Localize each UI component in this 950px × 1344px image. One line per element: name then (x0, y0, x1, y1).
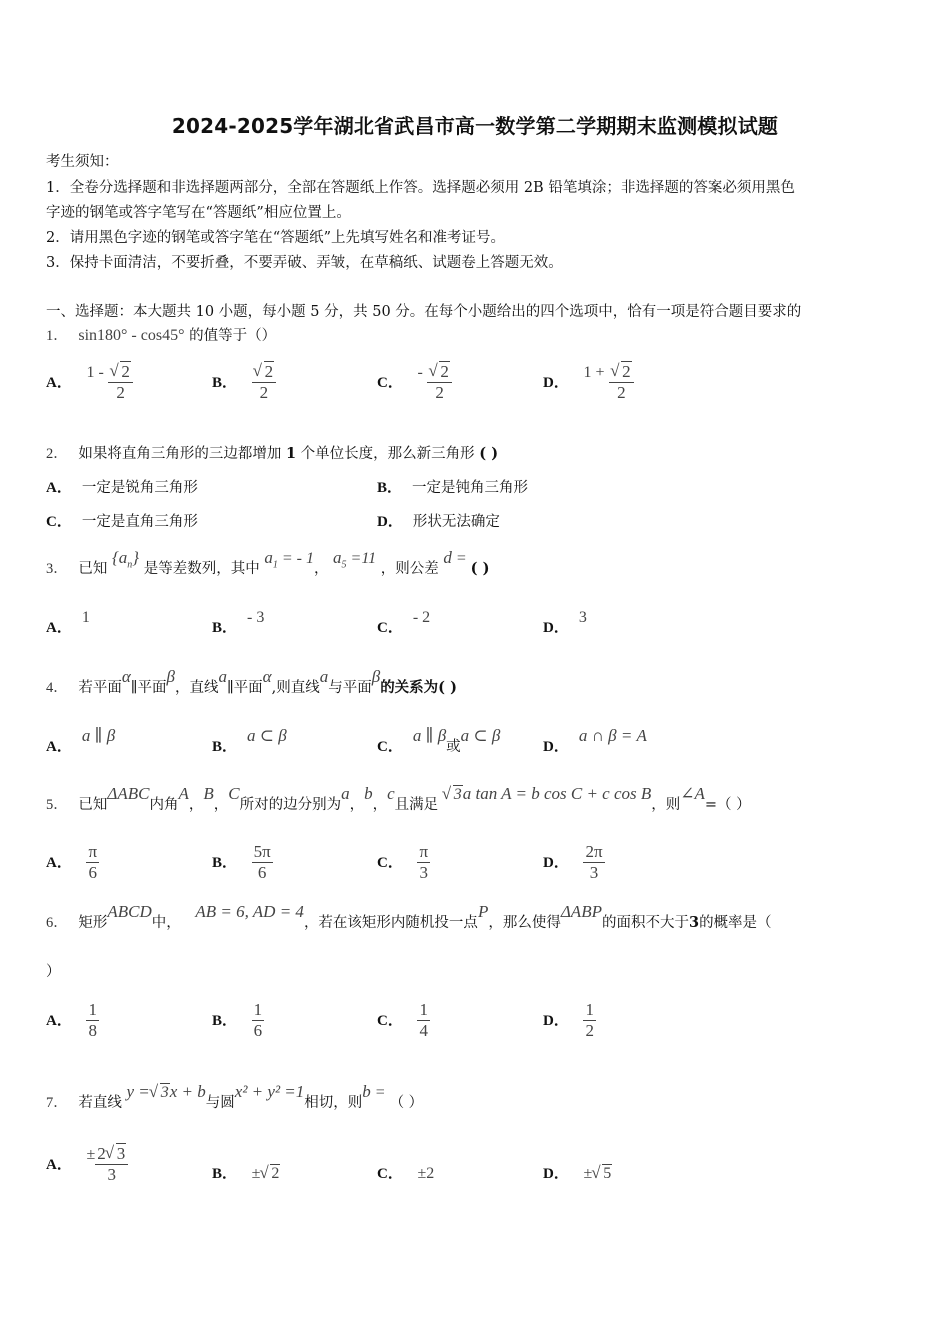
option-value: ±2 (417, 1165, 435, 1182)
question-2 (46, 444, 916, 464)
option-value: a ⊂ β (247, 726, 287, 745)
option-label: B． (212, 620, 238, 636)
option-label: A． (46, 374, 72, 391)
option-label: D． (543, 374, 569, 391)
line-equation: y =√ 3x + b (126, 1082, 205, 1101)
option-text: 一定是钝角三角形 (412, 480, 529, 496)
option-value: - 3 (247, 609, 265, 626)
plane-alpha: α (262, 667, 272, 686)
point-p: P (477, 902, 489, 921)
unknown-b: b = (362, 1082, 390, 1101)
option-d (543, 362, 634, 403)
option-c (377, 609, 431, 638)
option-text: 形状无法确定 (412, 514, 500, 530)
side-b: b (364, 784, 373, 803)
option-label: B． (212, 739, 238, 755)
plus-minus: ± (86, 1145, 96, 1163)
closing-paren: ） (46, 964, 61, 980)
question-text: 矩形 (78, 915, 108, 931)
question-text: 的值等于（） (189, 328, 277, 344)
option-label: D． (543, 620, 569, 636)
plane-beta: β (166, 667, 175, 686)
section-heading: 一、选择题：本大题共 10 小题，每小题 5 分，共 50 分。在每个小题给出的四个选项中，恰有一项是符合题目要求的 (46, 304, 802, 320)
option-or: 或 (446, 739, 461, 755)
question-text: ∥平面 (226, 680, 263, 696)
option-prefix: 1 - (86, 363, 104, 381)
option-b (212, 726, 287, 757)
notice-item-1-cont: 字迹的钢笔或答字笔写在“答题纸”相应位置上。 (46, 205, 351, 221)
option-label: C． (377, 620, 403, 636)
question-number: 6． (46, 915, 68, 931)
triangle-symbol: ΔABP (560, 902, 602, 921)
option-label: B． (212, 854, 238, 871)
question-text: 中， (151, 915, 181, 931)
option-b (212, 1000, 264, 1041)
question-4 (46, 667, 916, 698)
question-text: 已知 (78, 561, 108, 577)
question-text: ，若在该矩形内随机投一点 (303, 915, 478, 931)
option-label: D． (543, 1166, 569, 1182)
question-text: 的关系为( ) (380, 679, 457, 696)
option-label: A． (46, 1156, 72, 1173)
comma: ， (188, 797, 204, 813)
question-text: =（ ） (704, 797, 751, 813)
question-6-close (46, 962, 916, 982)
option-value: 1 (81, 609, 90, 626)
question-number: 3． (46, 561, 68, 577)
rectangle-symbol: ABCD (107, 902, 152, 921)
question-text: 所对的边分别为 (239, 797, 342, 813)
option-a (46, 609, 90, 638)
question-text: 的面积不大于 (601, 915, 689, 931)
option-b (212, 842, 273, 883)
math-expression: sin180° - cos45° (78, 327, 185, 344)
option-c (377, 1000, 430, 1041)
notice-item-2: 2．请用黑色字迹的钢笔或答字笔在“答题纸”上先填写姓名和准考证号。 (46, 230, 506, 246)
plane-alpha: α (121, 667, 131, 686)
option-d (543, 726, 647, 757)
option-label: C． (46, 514, 72, 530)
denominator: 2 (259, 383, 269, 402)
term-a5: $a_5 =11$ (333, 548, 377, 571)
option-label: D． (543, 739, 569, 755)
triangle-symbol: ΔABC (107, 784, 150, 803)
option-text: 一定是锐角三角形 (81, 480, 198, 496)
question-text: 相切，则 (304, 1095, 363, 1111)
plus-minus: ± (583, 1165, 593, 1182)
question-text: 与圆 (205, 1095, 235, 1111)
plane-beta: β (371, 667, 381, 686)
fraction: $\frac{\pi}{3}$ (419, 842, 429, 882)
line-a: a (218, 667, 227, 686)
side-a: a (341, 784, 350, 803)
sequence-symbol: $\{a_n\}$ (111, 548, 140, 571)
option-b (212, 609, 265, 638)
option-d (543, 842, 605, 883)
option-c (377, 726, 501, 757)
option-label: B． (212, 374, 238, 391)
option-a (46, 478, 198, 498)
radicand: 2 (271, 1165, 280, 1182)
question-text: 个单位长度，那么新三角形 (300, 446, 475, 462)
angle-c: C (228, 784, 240, 803)
common-difference: d = (443, 548, 471, 567)
radicand: 2 (121, 362, 130, 381)
question-number: 5． (46, 797, 68, 813)
option-d (543, 1164, 612, 1184)
option-prefix: - (417, 363, 423, 381)
fraction: $\frac{1}{2}$ (585, 1000, 594, 1040)
question-text: ∥平面 (130, 680, 167, 696)
question-text: ，那么使得 (488, 915, 561, 931)
comma: ， (372, 797, 388, 813)
option-b (212, 1164, 280, 1184)
fraction: $\frac{1}{6}$ (253, 1000, 263, 1040)
comma: ， (349, 797, 365, 813)
question-text: 与平面 (328, 680, 372, 696)
radicand: 2 (440, 362, 449, 381)
question-text: 的概率是（ (699, 915, 772, 931)
fraction (252, 362, 277, 403)
option-b (212, 362, 276, 403)
question-1 (46, 326, 916, 346)
term-a1: $a_1$ = - 1 (264, 548, 314, 571)
option-a (46, 726, 116, 757)
option-value: 3 (578, 609, 587, 626)
question-text: 已知 (78, 797, 108, 813)
plus-minus: ± (251, 1165, 261, 1182)
question-number: 2． (46, 446, 68, 462)
question-number: 1． (46, 328, 68, 344)
option-label: A． (46, 620, 72, 636)
angle-symbol: ∠A (680, 784, 705, 803)
question-text: ，则公差 (380, 561, 439, 577)
option-value: a ∩ β = A (578, 726, 647, 745)
question-text: ,则直线 (271, 680, 320, 696)
comma: ， (313, 561, 329, 577)
exam-title: 2024-2025学年湖北省武昌市高一数学第二学期期末监测模拟试题 (171, 114, 779, 138)
option-d (543, 609, 587, 638)
option-c (377, 362, 452, 403)
radicand: 2 (622, 362, 631, 381)
option-label: B． (212, 1166, 238, 1182)
comma: ， (213, 797, 229, 813)
denominator: 2 (116, 383, 125, 402)
option-value: a ∥ β (412, 726, 447, 745)
option-label: D． (377, 514, 403, 530)
question-6 (46, 902, 916, 933)
radicand: 2 (264, 362, 274, 381)
option-label: B． (377, 480, 403, 496)
option-label: C． (377, 1012, 403, 1029)
option-c (377, 1164, 434, 1184)
option-prefix: 1 + (583, 363, 605, 381)
question-number: 7． (46, 1095, 68, 1111)
option-text: 一定是直角三角形 (81, 514, 198, 530)
question-text: 是等差数列，其中 (143, 561, 260, 577)
option-d (543, 1000, 596, 1041)
option-a (46, 1144, 128, 1185)
option-value: a ∥ β (81, 726, 116, 745)
denominator: 2 (617, 383, 626, 402)
condition-equation: √ 3a tan A = b cos C + c cos B (443, 784, 652, 803)
angle-b: B (203, 784, 214, 803)
value-bold: 3 (688, 914, 700, 931)
option-value: a ⊂ β (460, 726, 501, 745)
side-c: c (387, 784, 395, 803)
fraction: $\frac{2\pi}{3}$ (585, 842, 603, 882)
denominator: 2 (435, 383, 444, 402)
question-7 (46, 1082, 916, 1113)
question-text: 若直线 (78, 1095, 122, 1111)
option-label: C． (377, 1166, 403, 1182)
fraction: $\frac{1}{4}$ (419, 1000, 428, 1040)
question-text: （ ） (389, 1095, 424, 1111)
question-number: 4． (46, 680, 68, 696)
option-label: C． (377, 374, 403, 391)
option-label: C． (377, 854, 403, 871)
option-a (46, 1000, 99, 1041)
question-number-bold: 1 (285, 445, 297, 462)
option-a (46, 842, 99, 883)
option-d (377, 512, 500, 532)
question-text: ，则 (651, 797, 681, 813)
option-label: A． (46, 1012, 72, 1029)
option-b (377, 478, 528, 498)
notice-item-1: 1．全卷分选择题和非选择题两部分，全部在答题纸上作答。选择题必须用 2B 铅笔填涂；非选择题的答案必须用黑色 (46, 180, 795, 196)
angle-a: A (178, 784, 189, 803)
question-text: 若平面 (78, 680, 122, 696)
fraction: $\frac{\pi}{6}$ (88, 842, 98, 882)
answer-paren: ( ) (470, 560, 490, 577)
option-a (46, 362, 133, 403)
notice-heading: 考生须知： (46, 154, 119, 170)
circle-equation: x² + y² =1 (234, 1082, 305, 1101)
fraction: $\frac{5\pi}{6}$ (253, 842, 271, 882)
fraction (609, 362, 634, 403)
radicand: 5 (603, 1165, 612, 1182)
option-label: A． (46, 480, 72, 496)
question-text: 内角 (149, 797, 179, 813)
question-text: 且满足 (394, 797, 439, 813)
notice-item-3: 3．保持卡面清洁，不要折叠，不要弄破、弄皱，在草稿纸、试题卷上答题无效。 (46, 255, 563, 271)
question-3 (46, 548, 916, 585)
side-lengths: AB = 6, AD = 4 (195, 902, 304, 921)
option-label: B． (212, 1012, 238, 1029)
question-text: 如果将直角三角形的三边都增加 (78, 446, 282, 462)
option-label: C． (377, 739, 403, 755)
option-c (377, 842, 430, 883)
option-label: D． (543, 1012, 569, 1029)
fraction (427, 362, 452, 403)
option-label: A． (46, 739, 72, 755)
option-c (46, 512, 198, 532)
answer-paren: ( ) (479, 445, 499, 462)
question-5 (46, 784, 916, 815)
option-label: A． (46, 854, 72, 871)
fraction (108, 362, 133, 403)
option-label: D． (543, 854, 569, 871)
fraction: $\frac{1}{8}$ (88, 1000, 97, 1040)
option-value: - 2 (412, 609, 431, 626)
question-text: ，直线 (174, 680, 219, 696)
fraction: $\frac{2√ 3}{3}$ (95, 1144, 128, 1185)
line-a: a (319, 667, 329, 686)
